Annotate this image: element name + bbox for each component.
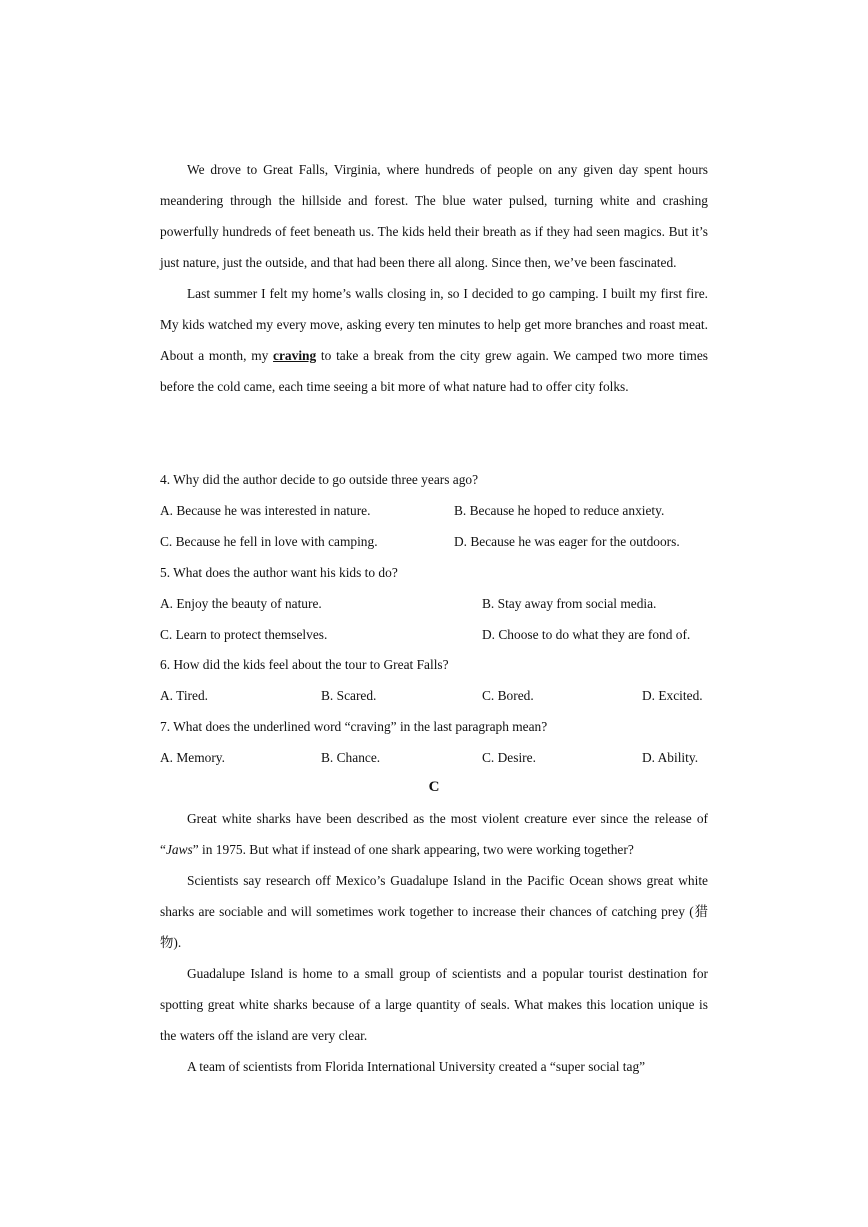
- question-7-stem: 7. What does the underlined word “craving” in the last paragraph mean?: [160, 719, 548, 734]
- question-4-stem: 4. Why did the author decide to go outside three years ago?: [160, 472, 479, 487]
- question-6-option-b: B. Scared.: [321, 688, 377, 703]
- paragraph-2-start: Last summer I felt my home’s walls closing in, so I decided to go camping. I built my first fire. My kids watched my every move, asking every ten minutes to help get more branches and roast meat. About a month, my: [160, 286, 708, 363]
- question-4-option-b: B. Because he hoped to reduce anxiety.: [454, 503, 665, 518]
- passage-c-paragraph-2: Scientists say research off Mexico’s Guadalupe Island in the Pacific Ocean shows great white sharks are sociable and will sometimes work together to increase their chances of catching prey (猎物).: [160, 873, 708, 950]
- question-6-option-a: A. Tired.: [160, 688, 208, 703]
- passage-c: [160, 803, 708, 1082]
- question-7-option-d: D. Ability.: [642, 750, 699, 765]
- question-4-option-d: D. Because he was eager for the outdoors.: [454, 534, 680, 549]
- passage-b: [160, 154, 708, 402]
- paragraph-2-end: to take a break from the city grew again. We camped two more times before the cold came, each time seeing a bit more of what nature had to offer city folks.: [160, 348, 708, 394]
- jaws-title: Jaws: [165, 842, 193, 857]
- passage-c-paragraph-4: A team of scientists from Florida International University created a “super social tag”: [187, 1059, 646, 1074]
- open-quote: “: [160, 842, 166, 857]
- question-4-option-c: C. Because he fell in love with camping.: [160, 534, 378, 549]
- question-6-stem: 6. How did the kids feel about the tour to Great Falls?: [160, 657, 449, 672]
- question-5-option-a: A. Enjoy the beauty of nature.: [160, 596, 322, 611]
- passage-b-paragraph-2: [160, 278, 708, 402]
- question-4-option-a: A. Because he was interested in nature.: [160, 503, 371, 518]
- passage-c-paragraph-1: [160, 803, 708, 865]
- question-5-option-c: C. Learn to protect themselves.: [160, 627, 328, 642]
- underlined-word-craving: craving: [273, 348, 317, 363]
- passage-c-paragraph-3: Guadalupe Island is home to a small group of scientists and a popular tourist destination for spotting great white sharks because of a large quantity of seals. What makes this location unique is the waters off the island are very clear.: [160, 966, 708, 1043]
- passage-b-paragraph-1: We drove to Great Falls, Virginia, where hundreds of people on any given day spent hours meandering through the hillside and forest. The blue water pulsed, turning white and crashing powerfully hundreds of feet beneath us. The kids held their breath as if they had seen magics. But it’s just nature, just the outside, and that had been there all along. Since then, we’ve been fascinated.: [160, 162, 708, 270]
- question-7-option-c: C. Desire.: [482, 750, 536, 765]
- question-5-stem: 5. What does the author want his kids to do?: [160, 565, 398, 580]
- question-7-option-b: B. Chance.: [321, 750, 381, 765]
- question-6-option-c: C. Bored.: [482, 688, 534, 703]
- section-c-heading: C: [428, 779, 440, 795]
- paragraph-c1-end: ” in 1975. But what if instead of one shark appearing, two were working together?: [192, 842, 634, 857]
- question-5-option-d: D. Choose to do what they are fond of.: [482, 627, 691, 642]
- question-7-option-a: A. Memory.: [160, 750, 225, 765]
- question-6-option-d: D. Excited.: [642, 688, 703, 703]
- question-5-option-b: B. Stay away from social media.: [482, 596, 657, 611]
- paragraph-c1-start: Great white sharks have been described as the most violent creature ever since the release of: [187, 811, 708, 826]
